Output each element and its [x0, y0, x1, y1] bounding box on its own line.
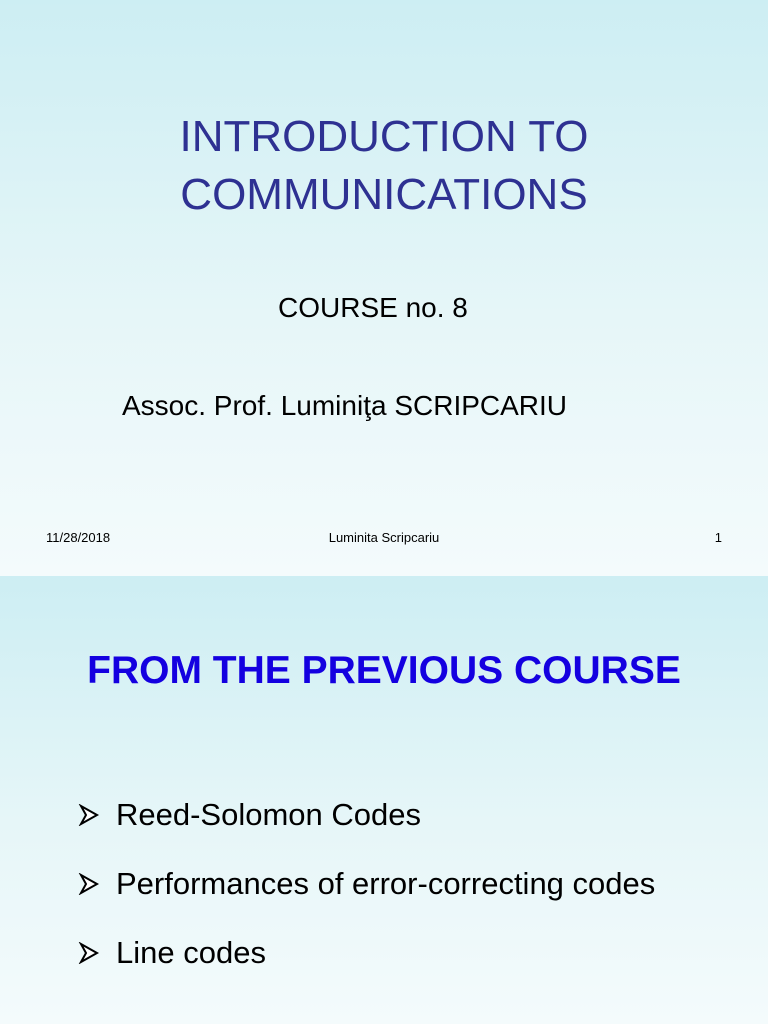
- bullet-text: Reed-Solomon Codes: [116, 796, 422, 832]
- title-line-2: COMMUNICATIONS: [180, 170, 588, 219]
- arrowhead-bullet-icon: [78, 804, 108, 826]
- bullet-item: [78, 780, 655, 849]
- author-name: Assoc. Prof. Luminiţa SCRIPCARIU: [122, 390, 568, 421]
- course-number: COURSE no. 8: [278, 292, 468, 323]
- slide-heading: FROM THE PREVIOUS COURSE: [87, 649, 681, 692]
- arrowhead-bullet-icon: [78, 873, 108, 895]
- bullet-item: [78, 918, 655, 987]
- footer-date: 11/28/2018: [46, 530, 111, 545]
- title-line-1: INTRODUCTION TO: [179, 112, 589, 161]
- slide-title: [0, 108, 768, 224]
- slide-2[interactable]: [0, 576, 768, 1024]
- bullet-text: Performances of error-correcting codes: [116, 865, 656, 901]
- bullet-item: [78, 849, 655, 918]
- footer-author: Luminita Scripcariu: [328, 530, 440, 545]
- footer-page-number: 1: [714, 530, 722, 545]
- arrowhead-bullet-icon: [78, 942, 108, 964]
- bullet-list: [78, 780, 655, 987]
- bullet-text: Line codes: [116, 934, 266, 970]
